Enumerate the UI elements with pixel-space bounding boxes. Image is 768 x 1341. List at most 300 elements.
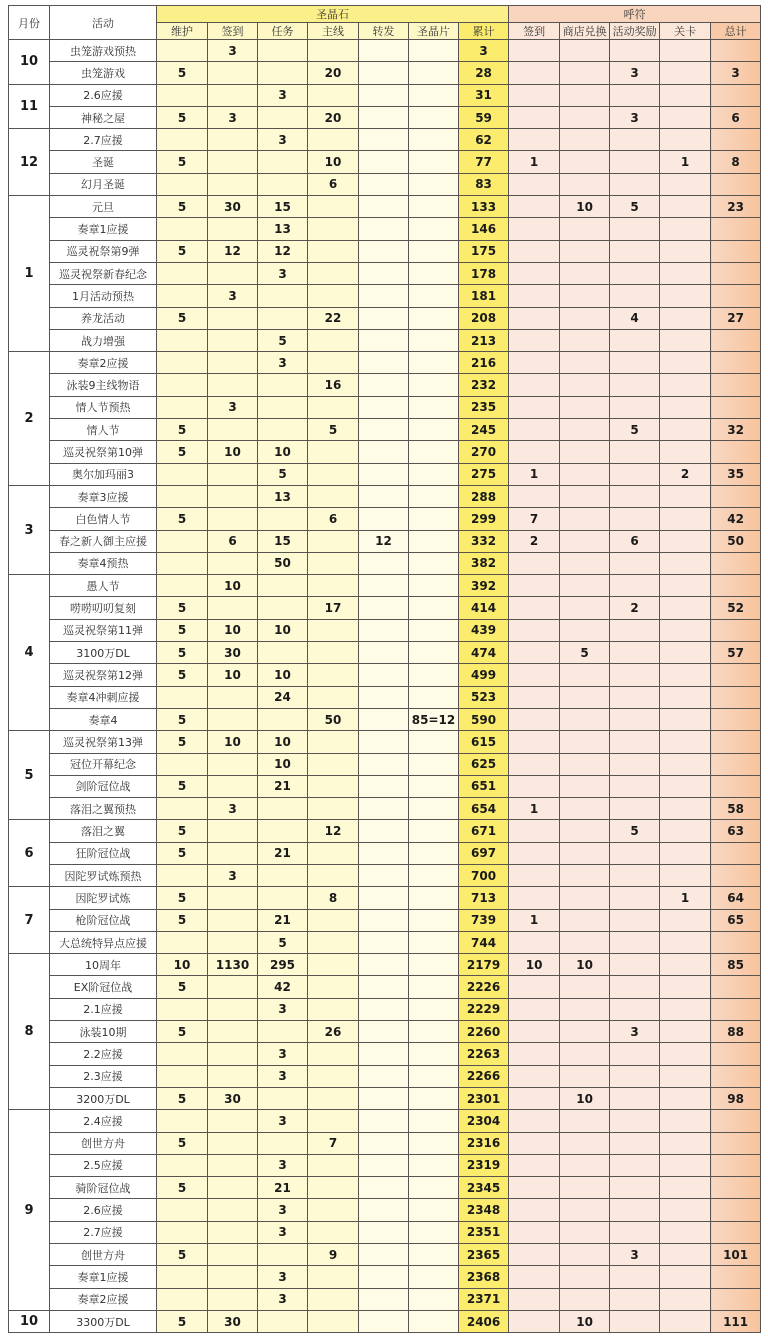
call-stage-cell xyxy=(660,530,711,552)
stone-cumulative-cell: 414 xyxy=(459,597,509,619)
stone-main-story-cell xyxy=(308,329,359,351)
stone-mission-cell: 3 xyxy=(258,1154,308,1176)
call-event-reward-cell xyxy=(610,664,660,686)
stone-maintenance-cell: 5 xyxy=(157,1177,208,1199)
stone-fragments-cell xyxy=(409,1310,459,1332)
stone-fragments-cell xyxy=(409,931,459,953)
stone-main-story-cell: 16 xyxy=(308,374,359,396)
stone-share-cell xyxy=(359,708,409,730)
stone-cumulative-cell: 2226 xyxy=(459,976,509,998)
call-total-cell xyxy=(711,864,761,886)
stone-login-cell xyxy=(208,1065,258,1087)
table-row xyxy=(9,262,761,284)
stone-main-story-cell: 10 xyxy=(308,151,359,173)
stone-login-cell xyxy=(208,976,258,998)
month-cell: 5 xyxy=(9,731,50,820)
stone-cumulative-cell: 590 xyxy=(459,708,509,730)
call-shop-cell xyxy=(560,820,610,842)
call-shop-cell xyxy=(560,218,610,240)
stone-share-cell xyxy=(359,887,409,909)
stone-main-story-cell xyxy=(308,485,359,507)
call-stage-cell xyxy=(660,998,711,1020)
stone-share-cell xyxy=(359,909,409,931)
call-stage-cell xyxy=(660,775,711,797)
stone-main-story-cell: 5 xyxy=(308,419,359,441)
call-total-cell xyxy=(711,664,761,686)
call-total-cell xyxy=(711,396,761,418)
call-total-cell xyxy=(711,775,761,797)
table-row xyxy=(9,196,761,218)
table-row xyxy=(9,1154,761,1176)
table-row xyxy=(9,708,761,730)
call-total-cell xyxy=(711,575,761,597)
stone-mission-cell: 42 xyxy=(258,976,308,998)
stone-maintenance-cell: 5 xyxy=(157,1087,208,1109)
stone-main-story-cell: 20 xyxy=(308,106,359,128)
stone-maintenance-cell xyxy=(157,262,208,284)
call-shop-cell xyxy=(560,485,610,507)
stone-maintenance-cell: 5 xyxy=(157,196,208,218)
call-login-cell xyxy=(509,753,560,775)
stone-maintenance-cell: 5 xyxy=(157,151,208,173)
stone-login-cell xyxy=(208,307,258,329)
table-row xyxy=(9,285,761,307)
stone-mission-cell: 3 xyxy=(258,1065,308,1087)
stone-cumulative-cell: 2316 xyxy=(459,1132,509,1154)
stone-fragments-cell xyxy=(409,396,459,418)
stone-login-cell xyxy=(208,1244,258,1266)
call-login-cell: 1 xyxy=(509,463,560,485)
stone-fragments-cell xyxy=(409,753,459,775)
call-stage-cell xyxy=(660,686,711,708)
call-shop-cell xyxy=(560,931,610,953)
stone-cumulative-cell: 332 xyxy=(459,530,509,552)
stone-login-cell: 12 xyxy=(208,240,258,262)
stone-mission-cell xyxy=(258,708,308,730)
call-stage-cell xyxy=(660,285,711,307)
call-event-reward-cell xyxy=(610,619,660,641)
call-shop-cell xyxy=(560,731,610,753)
stone-share-cell xyxy=(359,1043,409,1065)
call-shop-cell xyxy=(560,530,610,552)
stone-share-cell xyxy=(359,731,409,753)
stone-mission-cell xyxy=(258,1244,308,1266)
call-event-reward-cell xyxy=(610,240,660,262)
table-row xyxy=(9,307,761,329)
call-login-cell xyxy=(509,642,560,664)
call-total-cell xyxy=(711,352,761,374)
stone-fragments-cell xyxy=(409,151,459,173)
stone-maintenance-cell: 5 xyxy=(157,1021,208,1043)
table-row xyxy=(9,864,761,886)
stone-fragments-cell xyxy=(409,173,459,195)
stone-login-cell xyxy=(208,352,258,374)
call-shop-cell: 10 xyxy=(560,196,610,218)
call-stage-cell xyxy=(660,552,711,574)
stone-login-cell xyxy=(208,151,258,173)
stone-fragments-cell xyxy=(409,909,459,931)
call-stage-cell xyxy=(660,84,711,106)
stone-share-cell xyxy=(359,106,409,128)
activity-cell: 虫笼游戏预热 xyxy=(50,40,157,62)
stone-mission-cell xyxy=(258,597,308,619)
stone-share-cell xyxy=(359,129,409,151)
header-call-event-reward: 活动奖励 xyxy=(610,23,660,40)
call-event-reward-cell xyxy=(610,262,660,284)
stone-fragments-cell xyxy=(409,642,459,664)
stone-main-story-cell: 12 xyxy=(308,820,359,842)
call-event-reward-cell xyxy=(610,40,660,62)
call-login-cell xyxy=(509,129,560,151)
stone-share-cell xyxy=(359,1021,409,1043)
call-event-reward-cell xyxy=(610,976,660,998)
call-shop-cell xyxy=(560,909,610,931)
call-event-reward-cell: 5 xyxy=(610,419,660,441)
call-login-cell xyxy=(509,196,560,218)
header-stone-share: 转发 xyxy=(359,23,409,40)
stone-main-story-cell: 22 xyxy=(308,307,359,329)
stone-cumulative-cell: 2371 xyxy=(459,1288,509,1310)
call-stage-cell xyxy=(660,218,711,240)
stone-mission-cell xyxy=(258,419,308,441)
stone-maintenance-cell xyxy=(157,285,208,307)
stone-cumulative-cell: 654 xyxy=(459,798,509,820)
stone-mission-cell: 24 xyxy=(258,686,308,708)
stone-mission-cell xyxy=(258,173,308,195)
stone-cumulative-cell: 245 xyxy=(459,419,509,441)
activity-cell: 奏章1应援 xyxy=(50,218,157,240)
call-event-reward-cell xyxy=(610,686,660,708)
stone-cumulative-cell: 270 xyxy=(459,441,509,463)
month-cell: 8 xyxy=(9,954,50,1110)
stone-login-cell xyxy=(208,909,258,931)
stone-mission-cell: 3 xyxy=(258,262,308,284)
call-stage-cell xyxy=(660,642,711,664)
stone-maintenance-cell: 10 xyxy=(157,954,208,976)
stone-maintenance-cell: 5 xyxy=(157,820,208,842)
activity-cell: 狂阶冠位战 xyxy=(50,842,157,864)
stone-share-cell xyxy=(359,419,409,441)
call-login-cell: 2 xyxy=(509,530,560,552)
call-login-cell xyxy=(509,1310,560,1332)
stone-fragments-cell xyxy=(409,575,459,597)
call-event-reward-cell xyxy=(610,998,660,1020)
table-row xyxy=(9,1065,761,1087)
table-row xyxy=(9,530,761,552)
call-shop-cell xyxy=(560,285,610,307)
stone-fragments-cell xyxy=(409,664,459,686)
stone-cumulative-cell: 2406 xyxy=(459,1310,509,1332)
stone-maintenance-cell xyxy=(157,1110,208,1132)
call-shop-cell xyxy=(560,708,610,730)
call-login-cell: 10 xyxy=(509,954,560,976)
table-row xyxy=(9,374,761,396)
call-event-reward-cell xyxy=(610,708,660,730)
activity-cell: 幻月圣诞 xyxy=(50,173,157,195)
table-row xyxy=(9,753,761,775)
table-row xyxy=(9,887,761,909)
stone-share-cell xyxy=(359,1132,409,1154)
call-stage-cell xyxy=(660,352,711,374)
stone-share-cell xyxy=(359,352,409,374)
activity-cell: 奏章4 xyxy=(50,708,157,730)
stone-fragments-cell xyxy=(409,40,459,62)
call-shop-cell xyxy=(560,1221,610,1243)
stone-fragments-cell xyxy=(409,441,459,463)
month-cell: 10 xyxy=(9,40,50,85)
call-total-cell xyxy=(711,129,761,151)
call-total-cell xyxy=(711,552,761,574)
stone-share-cell xyxy=(359,396,409,418)
stone-login-cell xyxy=(208,842,258,864)
call-shop-cell xyxy=(560,84,610,106)
stone-maintenance-cell: 5 xyxy=(157,1310,208,1332)
header-stone-login: 签到 xyxy=(208,23,258,40)
stone-share-cell: 12 xyxy=(359,530,409,552)
call-shop-cell xyxy=(560,1177,610,1199)
month-cell: 7 xyxy=(9,887,50,954)
call-total-cell: 88 xyxy=(711,1021,761,1043)
call-total-cell: 50 xyxy=(711,530,761,552)
stone-mission-cell: 13 xyxy=(258,485,308,507)
month-cell: 10 xyxy=(9,1310,50,1332)
call-stage-cell xyxy=(660,1199,711,1221)
call-total-cell xyxy=(711,931,761,953)
call-event-reward-cell xyxy=(610,552,660,574)
stone-main-story-cell xyxy=(308,753,359,775)
stone-maintenance-cell xyxy=(157,1266,208,1288)
stone-maintenance-cell: 5 xyxy=(157,887,208,909)
call-shop-cell xyxy=(560,998,610,1020)
stone-main-story-cell xyxy=(308,1154,359,1176)
call-stage-cell xyxy=(660,62,711,84)
stone-main-story-cell xyxy=(308,285,359,307)
activity-cell: 奏章3应援 xyxy=(50,485,157,507)
stone-cumulative-cell: 31 xyxy=(459,84,509,106)
activity-cell: 奏章1应援 xyxy=(50,1266,157,1288)
call-login-cell xyxy=(509,40,560,62)
table-row xyxy=(9,485,761,507)
stone-share-cell xyxy=(359,864,409,886)
stone-login-cell: 30 xyxy=(208,196,258,218)
stone-mission-cell: 10 xyxy=(258,753,308,775)
call-total-cell xyxy=(711,1154,761,1176)
call-shop-cell xyxy=(560,597,610,619)
stone-cumulative-cell: 83 xyxy=(459,173,509,195)
stone-mission-cell xyxy=(258,396,308,418)
stone-share-cell xyxy=(359,820,409,842)
call-stage-cell: 1 xyxy=(660,887,711,909)
stone-main-story-cell xyxy=(308,463,359,485)
stone-cumulative-cell: 133 xyxy=(459,196,509,218)
table-row xyxy=(9,909,761,931)
stone-cumulative-cell: 299 xyxy=(459,508,509,530)
stone-main-story-cell xyxy=(308,1310,359,1332)
header-call-shop: 商店兑换 xyxy=(560,23,610,40)
call-shop-cell xyxy=(560,1244,610,1266)
stone-login-cell xyxy=(208,998,258,1020)
activity-cell: 奏章2应援 xyxy=(50,1288,157,1310)
call-login-cell xyxy=(509,864,560,886)
call-total-cell: 3 xyxy=(711,62,761,84)
stone-login-cell xyxy=(208,931,258,953)
call-login-cell: 1 xyxy=(509,909,560,931)
stone-fragments-cell xyxy=(409,686,459,708)
call-total-cell: 23 xyxy=(711,196,761,218)
activity-cell: 枪阶冠位战 xyxy=(50,909,157,931)
stone-fragments-cell xyxy=(409,1244,459,1266)
call-shop-cell xyxy=(560,463,610,485)
call-stage-cell xyxy=(660,419,711,441)
table-row xyxy=(9,731,761,753)
call-stage-cell xyxy=(660,798,711,820)
call-total-cell xyxy=(711,731,761,753)
stone-maintenance-cell: 5 xyxy=(157,775,208,797)
stone-cumulative-cell: 178 xyxy=(459,262,509,284)
activity-cell: 2.6应援 xyxy=(50,1199,157,1221)
stone-login-cell xyxy=(208,1288,258,1310)
call-login-cell xyxy=(509,1043,560,1065)
table-row xyxy=(9,597,761,619)
stone-maintenance-cell xyxy=(157,129,208,151)
call-event-reward-cell xyxy=(610,954,660,976)
call-total-cell: 85 xyxy=(711,954,761,976)
call-login-cell xyxy=(509,62,560,84)
call-shop-cell xyxy=(560,1288,610,1310)
stone-cumulative-cell: 474 xyxy=(459,642,509,664)
table-row xyxy=(9,820,761,842)
call-total-cell xyxy=(711,842,761,864)
stone-cumulative-cell: 28 xyxy=(459,62,509,84)
header-stone-mission: 任务 xyxy=(258,23,308,40)
call-total-cell xyxy=(711,262,761,284)
stone-maintenance-cell: 5 xyxy=(157,1244,208,1266)
stone-share-cell xyxy=(359,1177,409,1199)
call-stage-cell xyxy=(660,1221,711,1243)
stone-cumulative-cell: 2301 xyxy=(459,1087,509,1109)
call-event-reward-cell xyxy=(610,1266,660,1288)
stone-maintenance-cell xyxy=(157,686,208,708)
stone-share-cell xyxy=(359,753,409,775)
stone-share-cell xyxy=(359,1065,409,1087)
stone-share-cell xyxy=(359,1110,409,1132)
table-row xyxy=(9,664,761,686)
call-shop-cell: 10 xyxy=(560,1087,610,1109)
stone-cumulative-cell: 2304 xyxy=(459,1110,509,1132)
stone-mission-cell xyxy=(258,62,308,84)
stone-cumulative-cell: 700 xyxy=(459,864,509,886)
call-total-cell xyxy=(711,708,761,730)
call-event-reward-cell xyxy=(610,1132,660,1154)
call-total-cell xyxy=(711,173,761,195)
stone-mission-cell: 3 xyxy=(258,1221,308,1243)
call-shop-cell xyxy=(560,262,610,284)
call-event-reward-cell xyxy=(610,374,660,396)
call-login-cell xyxy=(509,352,560,374)
activity-cell: 2.4应援 xyxy=(50,1110,157,1132)
call-total-cell xyxy=(711,1065,761,1087)
stone-mission-cell xyxy=(258,798,308,820)
call-event-reward-cell: 3 xyxy=(610,1021,660,1043)
activity-cell: 巡灵祝祭新春纪念 xyxy=(50,262,157,284)
call-login-cell xyxy=(509,552,560,574)
stone-mission-cell: 12 xyxy=(258,240,308,262)
activity-cell: 巡灵祝祭第13弹 xyxy=(50,731,157,753)
stone-login-cell xyxy=(208,1021,258,1043)
call-shop-cell xyxy=(560,1199,610,1221)
call-total-cell: 6 xyxy=(711,106,761,128)
call-event-reward-cell xyxy=(610,1221,660,1243)
call-stage-cell xyxy=(660,441,711,463)
call-stage-cell xyxy=(660,664,711,686)
stone-mission-cell xyxy=(258,864,308,886)
call-stage-cell xyxy=(660,1065,711,1087)
stone-maintenance-cell: 5 xyxy=(157,597,208,619)
stone-fragments-cell: 85=12 xyxy=(409,708,459,730)
table-row xyxy=(9,1043,761,1065)
call-shop-cell xyxy=(560,864,610,886)
stone-fragments-cell xyxy=(409,820,459,842)
activity-cell: 情人节 xyxy=(50,419,157,441)
table-row xyxy=(9,575,761,597)
activity-cell: 神秘之屋 xyxy=(50,106,157,128)
stone-maintenance-cell xyxy=(157,352,208,374)
stone-fragments-cell xyxy=(409,485,459,507)
stone-main-story-cell xyxy=(308,775,359,797)
call-shop-cell xyxy=(560,1132,610,1154)
stone-login-cell xyxy=(208,686,258,708)
stone-mission-cell xyxy=(258,508,308,530)
stone-cumulative-cell: 2368 xyxy=(459,1266,509,1288)
call-stage-cell xyxy=(660,307,711,329)
table-row xyxy=(9,1221,761,1243)
stone-main-story-cell xyxy=(308,998,359,1020)
stone-mission-cell xyxy=(258,1132,308,1154)
stone-fragments-cell xyxy=(409,887,459,909)
stone-mission-cell: 21 xyxy=(258,775,308,797)
stone-login-cell: 30 xyxy=(208,1310,258,1332)
stone-main-story-cell xyxy=(308,40,359,62)
call-stage-cell xyxy=(660,196,711,218)
activity-cell: 10周年 xyxy=(50,954,157,976)
call-event-reward-cell xyxy=(610,1199,660,1221)
month-cell: 2 xyxy=(9,352,50,486)
stone-main-story-cell xyxy=(308,731,359,753)
table-row xyxy=(9,775,761,797)
call-event-reward-cell xyxy=(610,753,660,775)
stone-share-cell xyxy=(359,441,409,463)
stone-maintenance-cell xyxy=(157,530,208,552)
stone-maintenance-cell: 5 xyxy=(157,909,208,931)
call-event-reward-cell xyxy=(610,329,660,351)
call-total-cell: 98 xyxy=(711,1087,761,1109)
stone-share-cell xyxy=(359,954,409,976)
stone-share-cell xyxy=(359,240,409,262)
call-login-cell xyxy=(509,1221,560,1243)
call-shop-cell xyxy=(560,798,610,820)
stone-maintenance-cell xyxy=(157,931,208,953)
stone-share-cell xyxy=(359,998,409,1020)
stone-fragments-cell xyxy=(409,1221,459,1243)
stone-cumulative-cell: 2365 xyxy=(459,1244,509,1266)
call-login-cell xyxy=(509,441,560,463)
activity-cell: 冠位开幕纪念 xyxy=(50,753,157,775)
call-total-cell xyxy=(711,1110,761,1132)
call-stage-cell xyxy=(660,1177,711,1199)
call-total-cell: 111 xyxy=(711,1310,761,1332)
stone-fragments-cell xyxy=(409,419,459,441)
stone-fragments-cell xyxy=(409,285,459,307)
